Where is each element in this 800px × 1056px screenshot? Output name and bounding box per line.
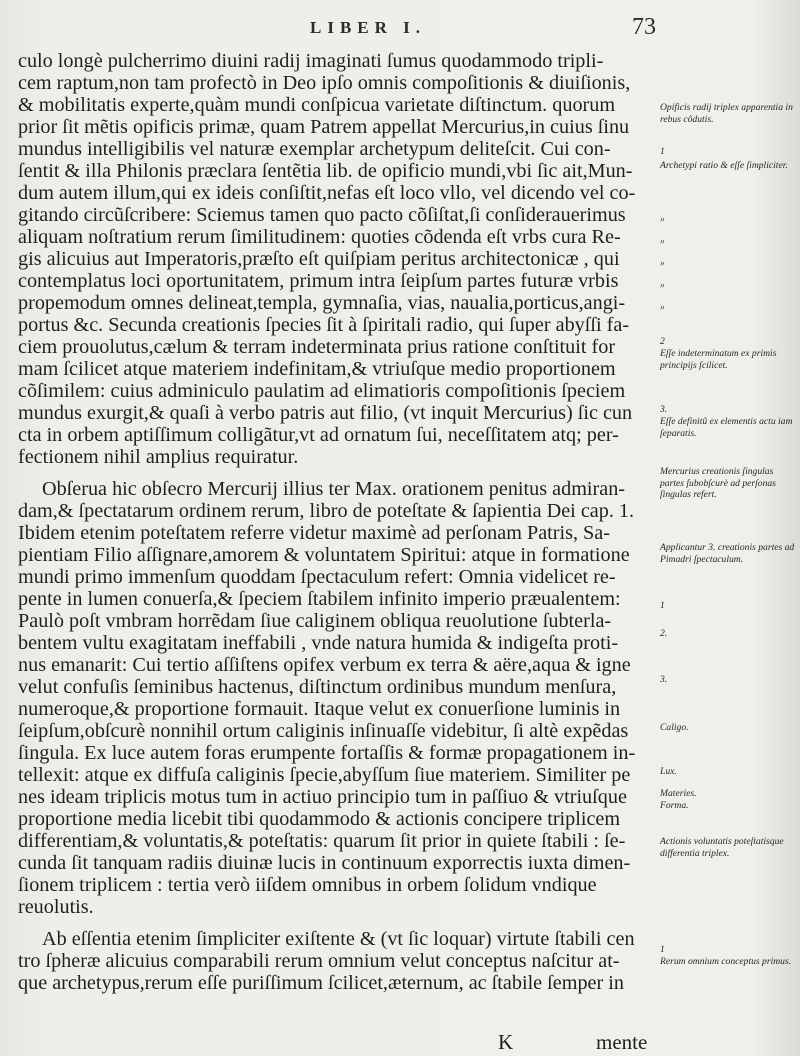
text-line: mam ſcilicet atque materiem indefinitam,& vtriuſque medio proportionem (18, 358, 616, 380)
margin-note: Eſſe indeterminatum ex primis principijs ſcilicet. (660, 348, 777, 371)
text-line: ſeipſum,obſcurè nonnihil ortum caliginis inſinuaſſe videbitur, ſi altè expẽdas (18, 720, 629, 742)
margin-note: » (660, 214, 665, 225)
margin-note: Materies. (660, 788, 697, 799)
text-line: cunda ſit tanquam radiis diuinæ lucis in continuum exporrectis iuxta dimen- (18, 852, 631, 874)
margin-note: Forma. (660, 800, 689, 811)
running-title: LIBER I. (310, 18, 427, 37)
margin-note: 1 (660, 146, 665, 157)
text-line: Paulò poſt vmbram horrẽdam ſiue caliginem obliqua reuolutione ſubterla- (18, 610, 612, 632)
text-line: fectionem nihil amplius requiratur. (18, 446, 299, 468)
text-line: ſentit & illa Philonis præclara ſentẽtia lib. de opificio mundi,vbi ſic ait,Mun- (18, 160, 633, 182)
text-line: numeroque,& proportione formauit. Itaque velut ex conuerſione luminis in (18, 698, 621, 720)
text-line: prior ſit mẽtis opificis primæ, quam Patrem appellat Mercurius,in cuius ſinu (18, 116, 630, 138)
text-line: nus emanarit: Cui tertio aſſiſtens opifex verbum ex terra & aëre,aqua & igne (18, 654, 631, 676)
text-line: portus &c. Secunda creationis ſpecies ſit à ſpiritali radio, qui ſuper abyſſi fa- (18, 314, 630, 336)
text-line: ſingula. Ex luce autem foras erumpente fortaſſis & formæ propagationem in- (18, 742, 636, 764)
text-line: proportione media licebit tibi quodammodo & actionis concipere triplicem (18, 808, 621, 830)
margin-note: Archetypi ratio & eſſe ſimpliciter. (660, 160, 788, 171)
text-line: pientiam Filio aſſignare,amorem & voluntatem Spiritui: atque in formatione (18, 544, 630, 566)
text-line: ſionem triplicem : tertia verò iiſdem omnibus in orbem ſolidum vndique (18, 874, 597, 896)
text-line: contemplatus loci oportunitatem, primum intra ſeipſum partes futuræ vrbis (18, 270, 619, 292)
text-line: tro ſpheræ alicuius comparabili rerum omnium velut conceptus naſcitur at- (18, 950, 620, 972)
text-line: mundus intelligibilis vel naturæ exemplar archetypum deliteſcit. Cui con- (18, 138, 611, 160)
text-line: & mobilitatis experte,quàm mundi conſpicua varietate diſtinctum. quorum (18, 94, 616, 116)
text-line: nes ideam triplicis motus tum in actiuo principio tum in paſſiuo & vtriuſque (18, 786, 627, 808)
margin-note: Rerum omnium conceptus primus. (660, 956, 792, 967)
margin-note: 2. (660, 628, 668, 639)
margin-note: 1 (660, 600, 665, 611)
margin-note: 3. (660, 404, 668, 415)
margin-note: » (660, 280, 665, 291)
margin-note: Applicantur 3. creationis partes ad Pimadri ſpectaculum. (660, 542, 795, 565)
text-line: differentiam,& voluntatis,& poteſtatis: quarum ſit prior in quiete ſtabili : ſe- (18, 830, 626, 852)
text-line: culo longè pulcherrimo diuini radij imaginati ſumus quodammodo tripli- (18, 50, 604, 72)
text-line: propemodum omnes delineat,templa, gymnaſia, vias, naualia,porticus,angi- (18, 292, 626, 314)
margin-note: » (660, 236, 665, 247)
text-line: Ab eſſentia etenim ſimpliciter exiſtente & (vt ſic loquar) virtute ſtabili cen (42, 928, 635, 950)
text-line: cem raptum,non tam profectò in Deo ipſo omnis compoſitionis & diuiſionis, (18, 72, 631, 94)
margin-note: 3. (660, 674, 668, 685)
text-line: tellexit: atque ex diffuſa caliginis ſpecie,abyſſum ſiue materiem. Similiter pe (18, 764, 631, 786)
margin-note: Eſſe definitũ ex elementis actu iam ſeparatis. (660, 416, 793, 439)
text-line: mundus exurgit,& quaſi à verbo patris aut filio, (vt inquit Mercurius) ſic cun (18, 402, 633, 424)
text-line: dam,& ſpectatarum ordinem rerum, libro de poteſtate & ſapientia Dei cap. 1. (18, 500, 635, 522)
margin-note: » (660, 302, 665, 313)
text-line: pente in lumen conuerſa,& ſpeciem ſtabilem infinito imperio præualentem: (18, 588, 621, 610)
text-line: dum autem illum,qui ex ideis conſiſtit,nefas eſt loco vllo, vel dicendo vel co- (18, 182, 636, 204)
page-number: 73 (632, 14, 656, 40)
text-line: gis alicuius aut Imperatoris,præſto eſt quiſpiam peritus architectonicæ , qui (18, 248, 620, 270)
margin-note: Actionis voluntatis poteſtatisque differentia triplex. (660, 836, 784, 859)
text-line: Obſerua hic obſecro Mercurij illius ter Max. orationem penitus admiran- (42, 478, 626, 500)
text-line: velut confuſis ſeminibus hactenus, diſtinctum ordinibus mundum menſura, (18, 676, 617, 698)
text-line: que archetypus,rerum eſſe puriſſimum ſcilicet,æternum, ac ſtabile ſemper in (18, 972, 624, 994)
margin-note: 2 (660, 336, 665, 347)
text-line: cõſimilem: cuius adminiculo paulatim ad elimatioris compoſitionis ſpeciem (18, 380, 626, 402)
catchword: mente (596, 1030, 648, 1054)
text-line: mundi primo immenſum quoddam ſpectaculum refert: Omnia videlicet re- (18, 566, 616, 588)
text-line: ciem prouolutus,cælum & terram indeterminata prius ratione conſtituit for (18, 336, 616, 358)
text-line: cta in orbem aptiſſimum colligãtur,vt ad ornatum ſui, neceſſitatem atq; per- (18, 424, 619, 446)
margin-note: Lux. (660, 766, 677, 777)
signature-mark: K (498, 1030, 514, 1054)
margin-note: 1 (660, 944, 665, 955)
margin-note: Mercurius creationis ſingulas partes ſubobſcurè ad perſonas ſingulas refert. (660, 466, 776, 500)
text-line: aliquam noſtratium rerum ſimilitudinem: quoties cõdenda eſt vrbs cura Re- (18, 226, 621, 248)
margin-note: Opificis radij triplex apparentia in rebus côdutis. (660, 102, 793, 125)
text-line: bentem vultu exagitatam ineffabili , vnde natura humida & indigeſta proti- (18, 632, 619, 654)
text-line: gitando circũſcribere: Sciemus tamen quo pacto cõſiſtat,ſi conſiderauerimus (18, 204, 626, 226)
margin-note: » (660, 258, 665, 269)
text-line: Ibidem etenim poteſtatem referre videtur maximè ad perſonam Patris, Sa- (18, 522, 610, 544)
margin-note: Caligo. (660, 722, 689, 733)
text-line: reuolutis. (18, 896, 94, 918)
